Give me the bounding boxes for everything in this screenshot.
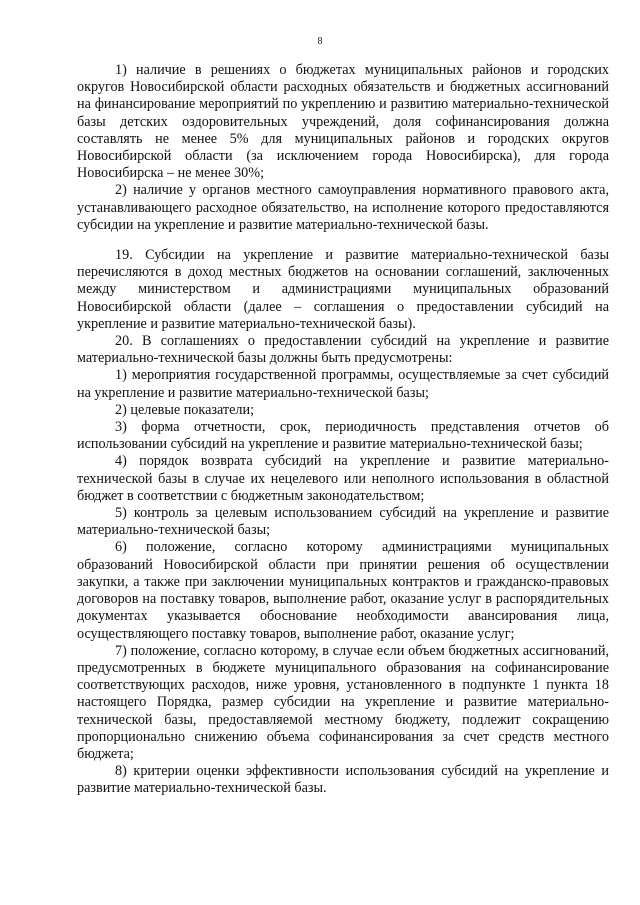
paragraph-20-5: 5) контроль за целевым использованием субсидий на укрепление и развитие материально-технической базы; [77, 505, 609, 539]
page-number: 8 [317, 36, 323, 47]
paragraph-1-1: 1) наличие в решениях о бюджетах муниципальных районов и городских округов Новосибирской области расходных обязательств и бюджетных ассигнований на финансирование мероприятий по укреплению и развитию материально-технической базы детских оздоровительных учреждений, доля софинансирования должна составлять не менее 5% для муниципальных районов и городских округов Новосибирской области (за исключением города Новосибирска), для города Новосибирска – не менее 30%; [77, 62, 609, 182]
paragraph-20-2: 2) целевые показатели; [115, 401, 255, 418]
document-body [77, 62, 609, 798]
paragraph-20-7: 7) положение, согласно которому, в случае если объем бюджетных ассигнований, предусмотренных в бюджете муниципального образования на софинансирование соответствующих расходов, ниже уровня, установленного в подпункте 1 пункта 18 настоящего Порядка, размер субсидии на укрепление и развитие материально-технической базы, предоставляемой местному бюджету, подлежит сокращению пропорционально снижению объема софинансирования за счет средств местного бюджета; [77, 642, 609, 762]
paragraph-20-4: 4) порядок возврата субсидий на укрепление и развитие материально-технической базы в случае их нецелевого или неполного использования в областной бюджет в соответствии с бюджетным законодательством; [77, 453, 609, 504]
paragraph-20-8: 8) критерии оценки эффективности использования субсидий на укрепление и развитие материально-технической базы. [77, 763, 609, 797]
paragraph-20-6: 6) положение, согласно которому администрациями муниципальных образований Новосибирской области при принятии решения об осуществлении закупки, а также при заключении муниципальных контрактов и гражданско-правовых договоров на поставку товаров, выполнение работ, оказание услуг в распорядительных документах указывается обоснование необходимости авансирования лица, осуществляющего поставку товаров, выполнение работ, оказание услуг; [77, 539, 609, 642]
paragraph-20-1: 1) мероприятия государственной программы, осуществляемые за счет субсидий на укрепление и развитие материально-технической базы; [77, 367, 609, 401]
paragraph-20-3: 3) форма отчетности, срок, периодичность представления отчетов об использовании субсидий на укрепление и развитие материально-технической базы; [77, 419, 609, 453]
paragraph-20: 20. В соглашениях о предоставлении субсидий на укрепление и развитие материально-технической базы должны быть предусмотрены: [77, 333, 609, 367]
paragraph-19: 19. Субсидии на укрепление и развитие материально-технической базы перечисляются в доход местных бюджетов на основании соглашений, заключенных между министерством и администрациями муниципальных образований Новосибирской области (далее – соглашения о предоставлении субсидий на укрепление и развитие материально-технической базы). [77, 247, 609, 332]
paragraph-1-2: 2) наличие у органов местного самоуправления нормативного правового акта, устанавливающего расходное обязательство, на исполнение которого предоставляются субсидии на укрепление и развитие материально-технической базы. [77, 182, 609, 233]
